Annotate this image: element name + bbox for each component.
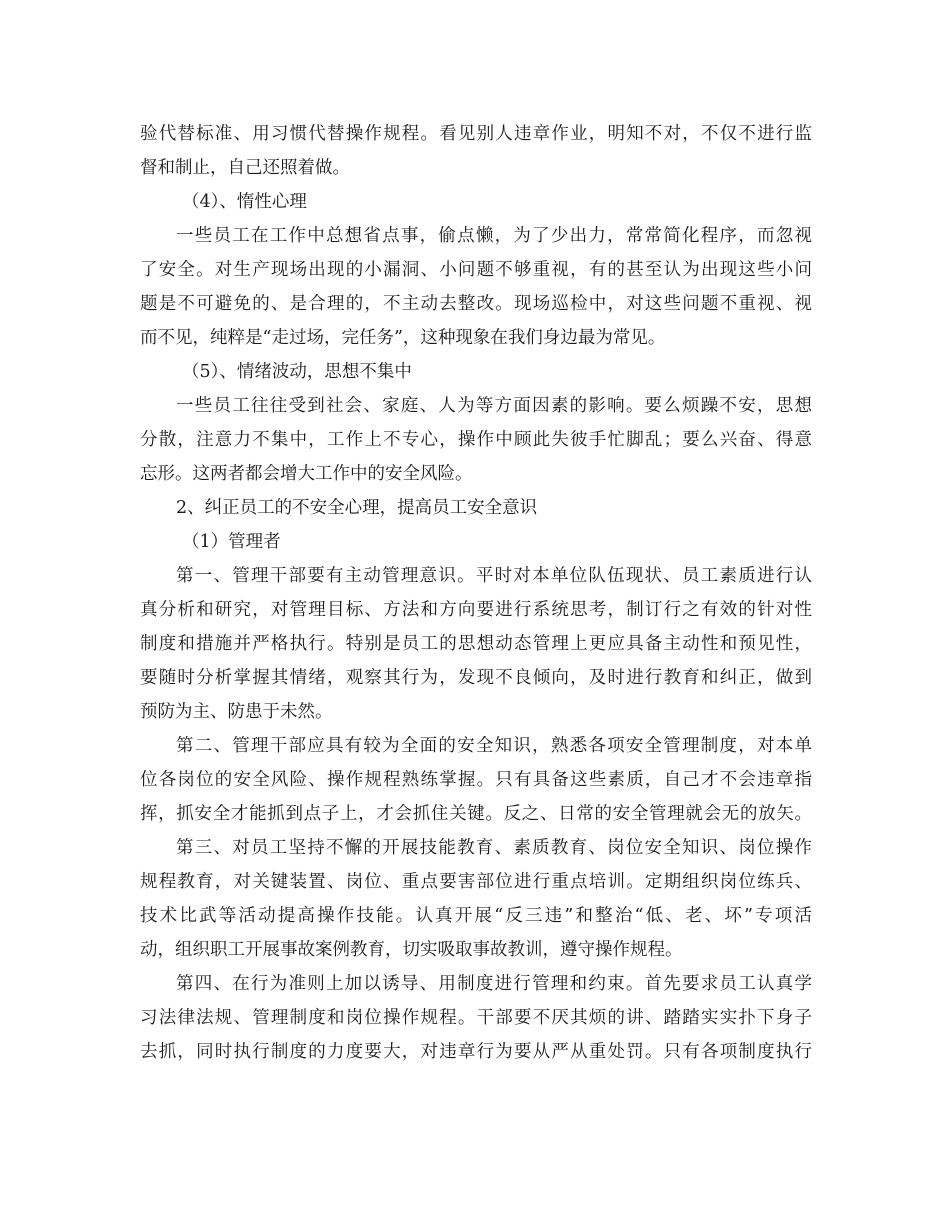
section-heading: 2、纠正员工的不安全心理，提高员工安全意识 [176,498,538,518]
text-line: 预防为主、防患于未然。 [140,702,333,722]
text-line: 分散，注意力不集中，工作上不专心，操作中顾此失彼手忙脚乱；要么兴奋、得意 [140,430,812,450]
text-line: 规程教育，对关键装置、岗位、重点要害部位进行重点培训。定期组织岗位练兵、 [140,872,812,892]
text-line: 第四、在行为准则上加以诱导、用制度进行管理和约束。首先要求员工认真学 [176,974,812,994]
text-line: 挥，抓安全才能抓到点子上，才会抓住关键。反之、日常的安全管理就会无的放矢。 [140,804,812,824]
text-line: 题是不可避免的、是合理的，不主动去整改。现场巡检中，对这些问题不重视、视 [140,294,812,314]
text-line: 一些员工往往受到社会、家庭、人为等方面因素的影响。要么烦躁不安，思想 [176,396,812,416]
text-line: 第二、管理干部应具有较为全面的安全知识，熟悉各项安全管理制度，对本单 [176,736,812,756]
section-heading: （4）、惰性心理 [182,192,307,212]
text-line: 而不见，纯粹是“走过场，完任务”，这种现象在我们身边最为常见。 [140,328,666,348]
text-line: 真分析和研究，对管理目标、方法和方向要进行系统思考，制订行之有效的针对性 [140,600,812,620]
text-line: 习法律法规、管理制度和岗位操作规程。干部要不厌其烦的讲、踏踏实实扑下身子 [140,1008,812,1028]
document-page [140,117,812,1069]
text-line: 一些员工在工作中总想省点事，偷点懒，为了少出力，常常简化程序，而忽视 [176,226,812,246]
text-line: 要随时分析掌握其情绪，观察其行为，发现不良倾向，及时进行教育和纠正，做到 [140,668,812,688]
text-line: 验代替标准、用习惯代替操作规程。看见别人违章作业，明知不对，不仅不进行监 [140,124,812,144]
text-line: 忘形。这两者都会增大工作中的安全风险。 [140,464,473,484]
text-line: 督和制止，自己还照着做。 [140,158,350,178]
text-line: 了安全。对生产现场出现的小漏洞、小问题不够重视，有的甚至认为出现这些小问 [140,260,812,280]
text-line: 位各岗位的安全风险、操作规程熟练掌握。只有具备这些素质，自己才不会违章指 [140,770,812,790]
text-line: 动，组织职工开展事故案例教育，切实吸取事故教训，遵守操作规程。 [140,940,683,960]
section-heading: （1）管理者 [182,532,281,552]
text-line: 去抓，同时执行制度的力度要大，对违章行为要从严从重处罚。只有各项制度执行 [140,1042,812,1062]
text-line: 第三、对员工坚持不懈的开展技能教育、素质教育、岗位安全知识、岗位操作 [176,838,812,858]
text-line: 技术比武等活动提高操作技能。认真开展“反三违”和整治“低、老、坏”专项活 [140,906,812,926]
text-line: 第一、管理干部要有主动管理意识。平时对本单位队伍现状、员工素质进行认 [176,566,812,586]
section-heading: （5）、情绪波动，思想不集中 [182,362,412,382]
text-line: 制度和措施并严格执行。特别是员工的思想动态管理上更应具备主动性和预见性， [140,634,812,654]
